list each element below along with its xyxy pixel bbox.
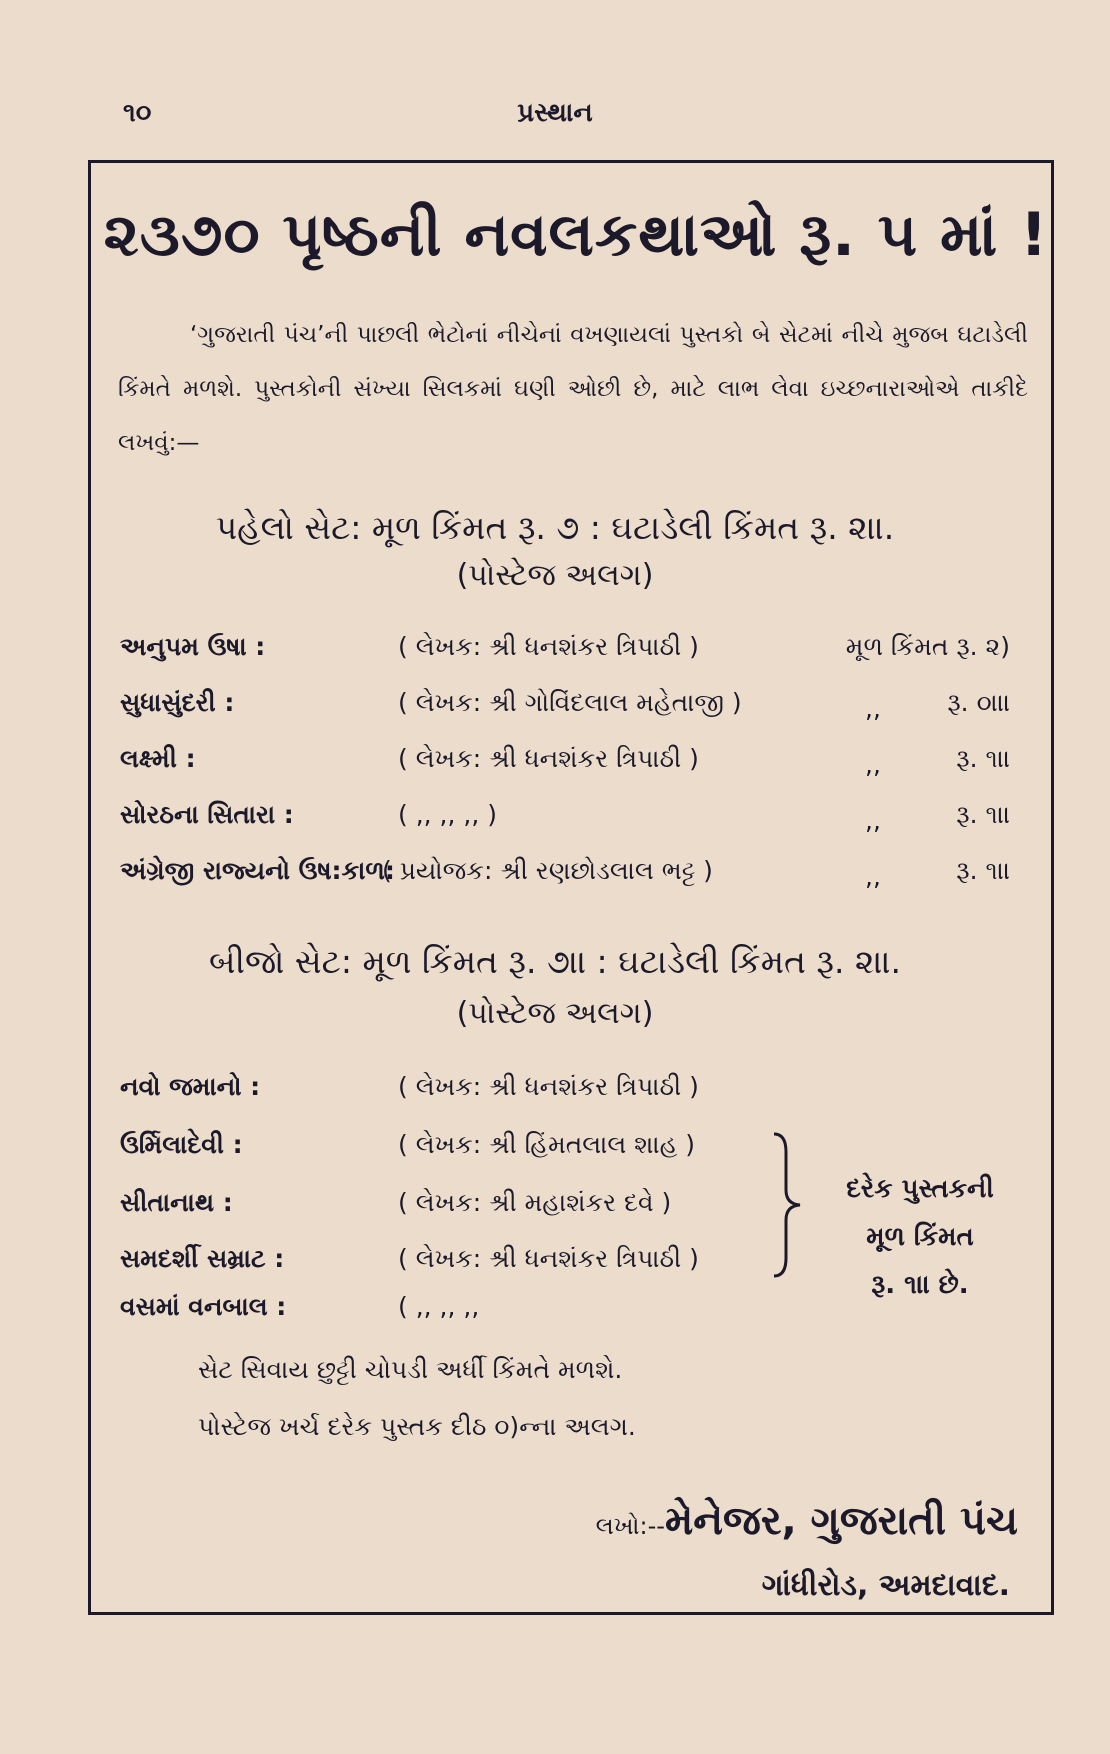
book-title: અંગ્રેજી રાજ્યનો ઉષ:કાળ: [120,856,395,885]
ditto-mark: ,, [865,806,881,835]
book-title: સુધાસુંદરી : [120,688,235,717]
running-head: પ્રસ્થાન [517,98,593,128]
headline: ૨૩૭૦ પૃષ્ઠની નવલકથાઓ રૂ. ૫ માં ! [103,200,1049,270]
frame-top-rule [88,160,1054,163]
list-item [120,1072,1010,1116]
book-price: રૂ. ૧ાા [956,856,1010,885]
price-note-line: દરેક પુસ્તકની [846,1174,994,1204]
price-note [830,1165,1010,1309]
book-price: રૂ. ૧ાા [956,800,1010,829]
set2-postage: (પોસ્ટેજ અલગ) [456,996,654,1031]
book-author: ( લેખક: શ્રી મહાશંકર દવે ) [398,1188,672,1217]
contact-name: મેનેજર, ગુજરાતી પંચ [664,1498,1018,1544]
book-price: મૂળ કિંમત રૂ. ૨) [845,632,1010,661]
set1-postage: (પોસ્ટેજ અલગ) [456,558,654,593]
book-price: રૂ. ૧ાા [956,744,1010,773]
list-item [120,688,1010,732]
frame-right-rule [1051,160,1054,1615]
book-title: સીતાનાથ : [120,1188,233,1217]
set1-title: પહેલો સેટ: મૂળ કિંમત રૂ. ૭ : ઘટાડેલી કિંમત રૂ. ૨ાા. [215,508,895,547]
book-author: ( પ્રયોજક: શ્રી રણછોડલાલ ભટ્ટ ) [382,856,713,885]
book-author: ( ,, ,, ,, ) [398,800,497,829]
half-price-note: સેટ સિવાય છુટ્ટી ચોપડી અર્ધી કિંમતે મળશે. [198,1355,623,1384]
curly-brace-icon [770,1130,804,1280]
price-note-line: મૂળ કિંમત [866,1222,974,1252]
book-author: ( લેખક: શ્રી ગોવિંદલાલ મહેતાજી ) [398,688,742,717]
ditto-mark: ,, [865,750,881,779]
list-item [120,800,1010,844]
book-title: લક્ષ્મી : [120,744,196,773]
price-note-line: રૂ. ૧ાા છે. [871,1270,969,1300]
book-author: ( લેખક: શ્રી ધનશંકર ત્રિપાઠી ) [398,1244,699,1273]
frame-left-rule [88,160,91,1615]
book-title: સોરઠના સિતારા : [120,800,294,829]
address: ગાંધીરોડ, અમદાવાદ. [761,1568,1010,1603]
book-author: ( લેખક: શ્રી ધનશંકર ત્રિપાઠી ) [398,744,699,773]
ditto-mark: ,, [865,694,881,723]
book-title: સમદર્શી સમ્રાટ : [120,1244,285,1273]
list-item [120,856,1010,900]
contact-prefix: લખો:-- [595,1512,665,1540]
set2-title: બીજો સેટ: મૂળ કિંમત રૂ. ૭ાા : ઘટાડેલી કિંમત રૂ. ૨ાા. [209,942,901,981]
page-number: ૧૦ [123,98,152,128]
book-author: ( ,, ,, ,, [398,1292,480,1321]
book-title: અનુપમ ઉષા : [120,632,266,661]
book-price: રૂ. ૦ાાા [947,688,1010,717]
book-title: વસમાં વનબાલ : [120,1292,287,1321]
list-item [120,632,1010,676]
book-title: ઉર્મિલાદેવી : [120,1130,243,1159]
intro-paragraph: ‘ગુજરાતી પંચ’ની પાછલી ભેટોનાં નીચેનાં વખણાયલાં પુસ્તકો બે સેટમાં નીચે મુજબ ઘટાડેલી કિંમતે મળશે. પુસ્તકોની સંખ્યા સિલકમાં ઘણી ઓછી છે, માટે લાભ લેવા ઇચ્છનારાઓએ તાકીદે લખવું:— [118,322,1028,456]
postage-note: પોસ્ટેજ ખર્ચ દરેક પુસ્તક દીઠ ૦)ન્ના અલગ. [198,1412,636,1441]
ditto-mark: ,, [865,862,881,891]
book-title: નવો જમાનો : [120,1072,261,1101]
book-author: ( લેખક: શ્રી ધનશંકર ત્રિપાઠી ) [398,632,699,661]
list-item [120,744,1010,788]
frame-bottom-rule [88,1612,1054,1615]
contact-line [596,1498,1018,1544]
book-author: ( લેખક: શ્રી ધનશંકર ત્રિપાઠી ) [398,1072,699,1101]
book-author: ( લેખક: શ્રી હિંમતલાલ શાહ ) [398,1130,696,1159]
